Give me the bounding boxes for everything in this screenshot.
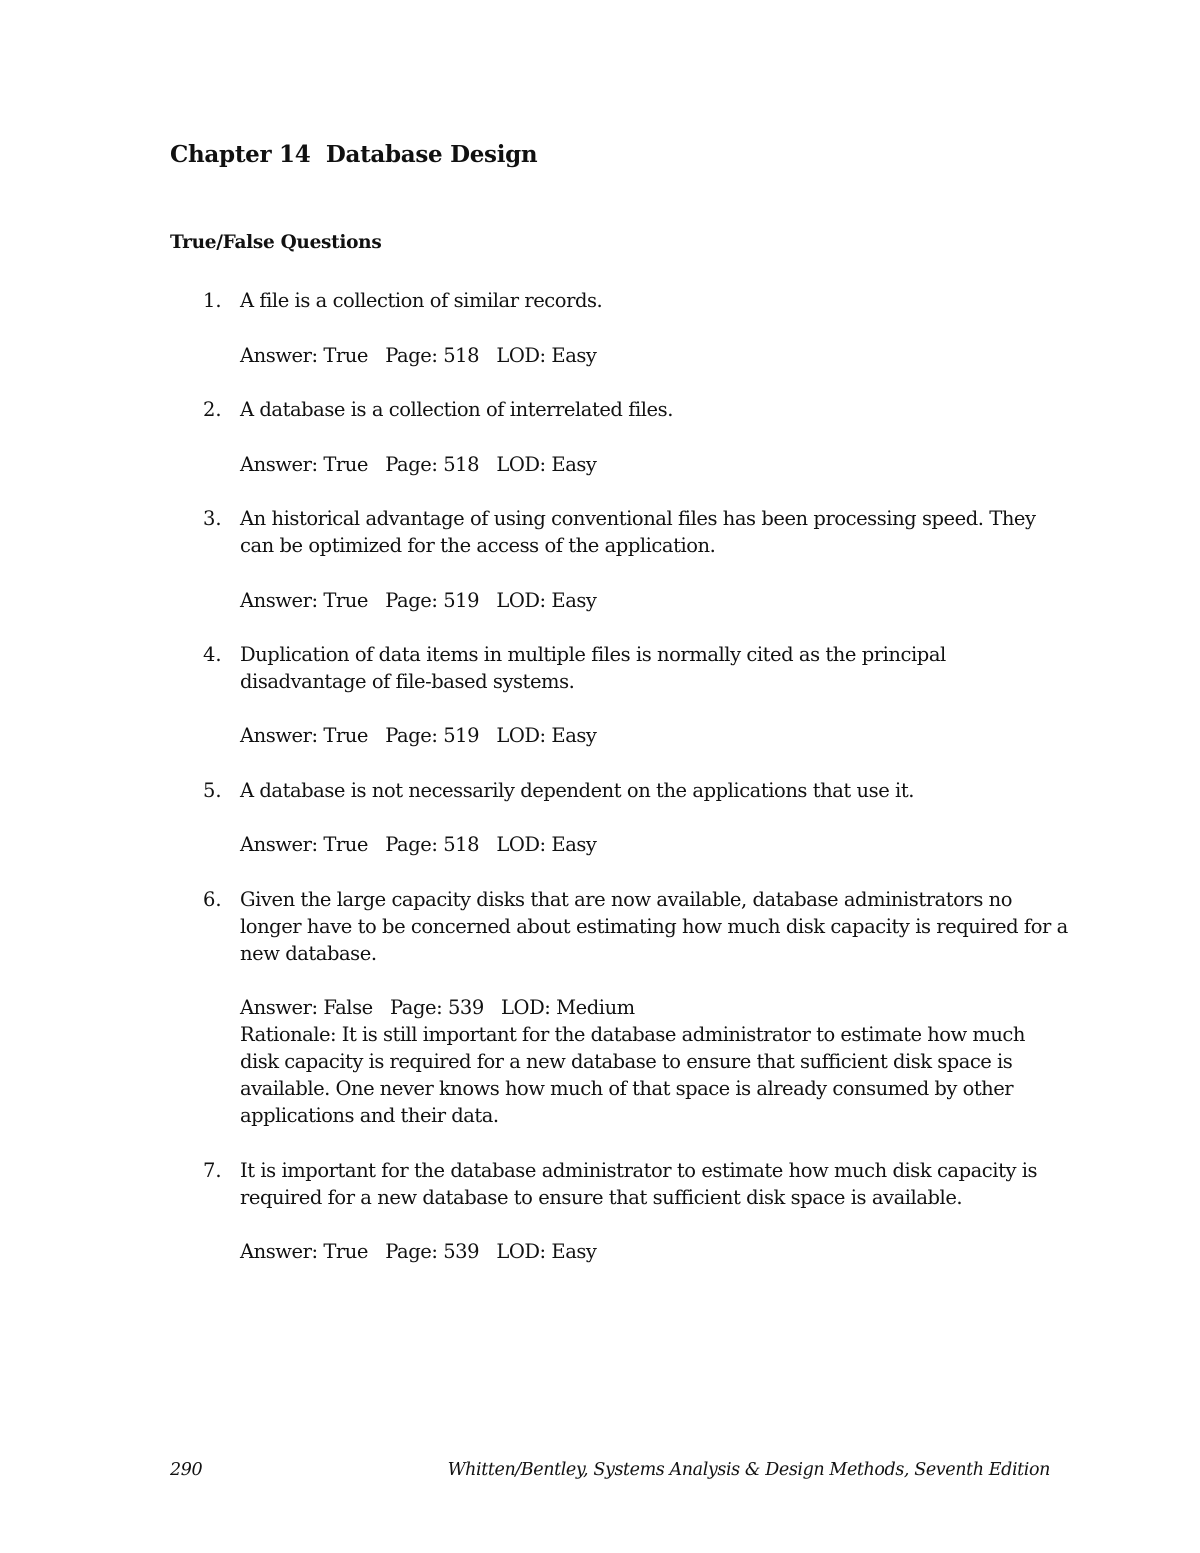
question-number: 6. [203, 888, 222, 911]
question-text: An historical advantage of using conventional files has been processing speed. They can be optimized for the access of the application. [240, 507, 1036, 557]
question-number: 5. [203, 779, 222, 802]
question-text: Given the large capacity disks that are now available, database administrators no longer have to be concerned about estimating how much disk capacity is required for a new database. [240, 888, 1068, 965]
question-text: Duplication of data items in multiple files is normally cited as the principal disadvantage of file-based systems. [240, 643, 946, 693]
rationale-text: Rationale: It is still important for the database administrator to estimate how much disk capacity is required for a new database to ensure that sufficient disk space is available. One never knows how much of that space is already consumed by other applications and their data. [240, 1023, 1025, 1127]
question-text: It is important for the database administrator to estimate how much disk capacity is required for a new database to ensure that sufficient disk space is available. [240, 1159, 1038, 1209]
question-number: 1. [203, 289, 222, 312]
question-number: 7. [203, 1159, 222, 1182]
question-text: A database is not necessarily dependent on the applications that use it. [240, 779, 914, 802]
question-number: 2. [203, 398, 222, 421]
question-text: A file is a collection of similar records. [240, 289, 603, 312]
answer-line: Answer: True Page: 518 LOD: Easy [240, 344, 597, 367]
question-text: A database is a collection of interrelated files. [240, 398, 673, 421]
footer-source: Whitten/Bentley, Systems Analysis & Design Methods, Seventh Edition [447, 1460, 1050, 1480]
question-number: 4. [203, 643, 222, 666]
answer-line: Answer: True Page: 519 LOD: Easy [240, 724, 597, 747]
footer-page-number: 290 [170, 1460, 203, 1480]
section-title: True/False Questions [170, 232, 382, 253]
answer-line: Answer: True Page: 539 LOD: Easy [240, 1240, 597, 1263]
answer-line: Answer: True Page: 518 LOD: Easy [240, 833, 597, 856]
answer-line: Answer: True Page: 518 LOD: Easy [240, 453, 597, 476]
chapter-title: Chapter 14 Database Design [170, 141, 538, 168]
question-number: 3. [203, 507, 222, 530]
answer-line: Answer: True Page: 519 LOD: Easy [240, 589, 597, 612]
answer-line: Answer: False Page: 539 LOD: Medium [240, 996, 635, 1019]
